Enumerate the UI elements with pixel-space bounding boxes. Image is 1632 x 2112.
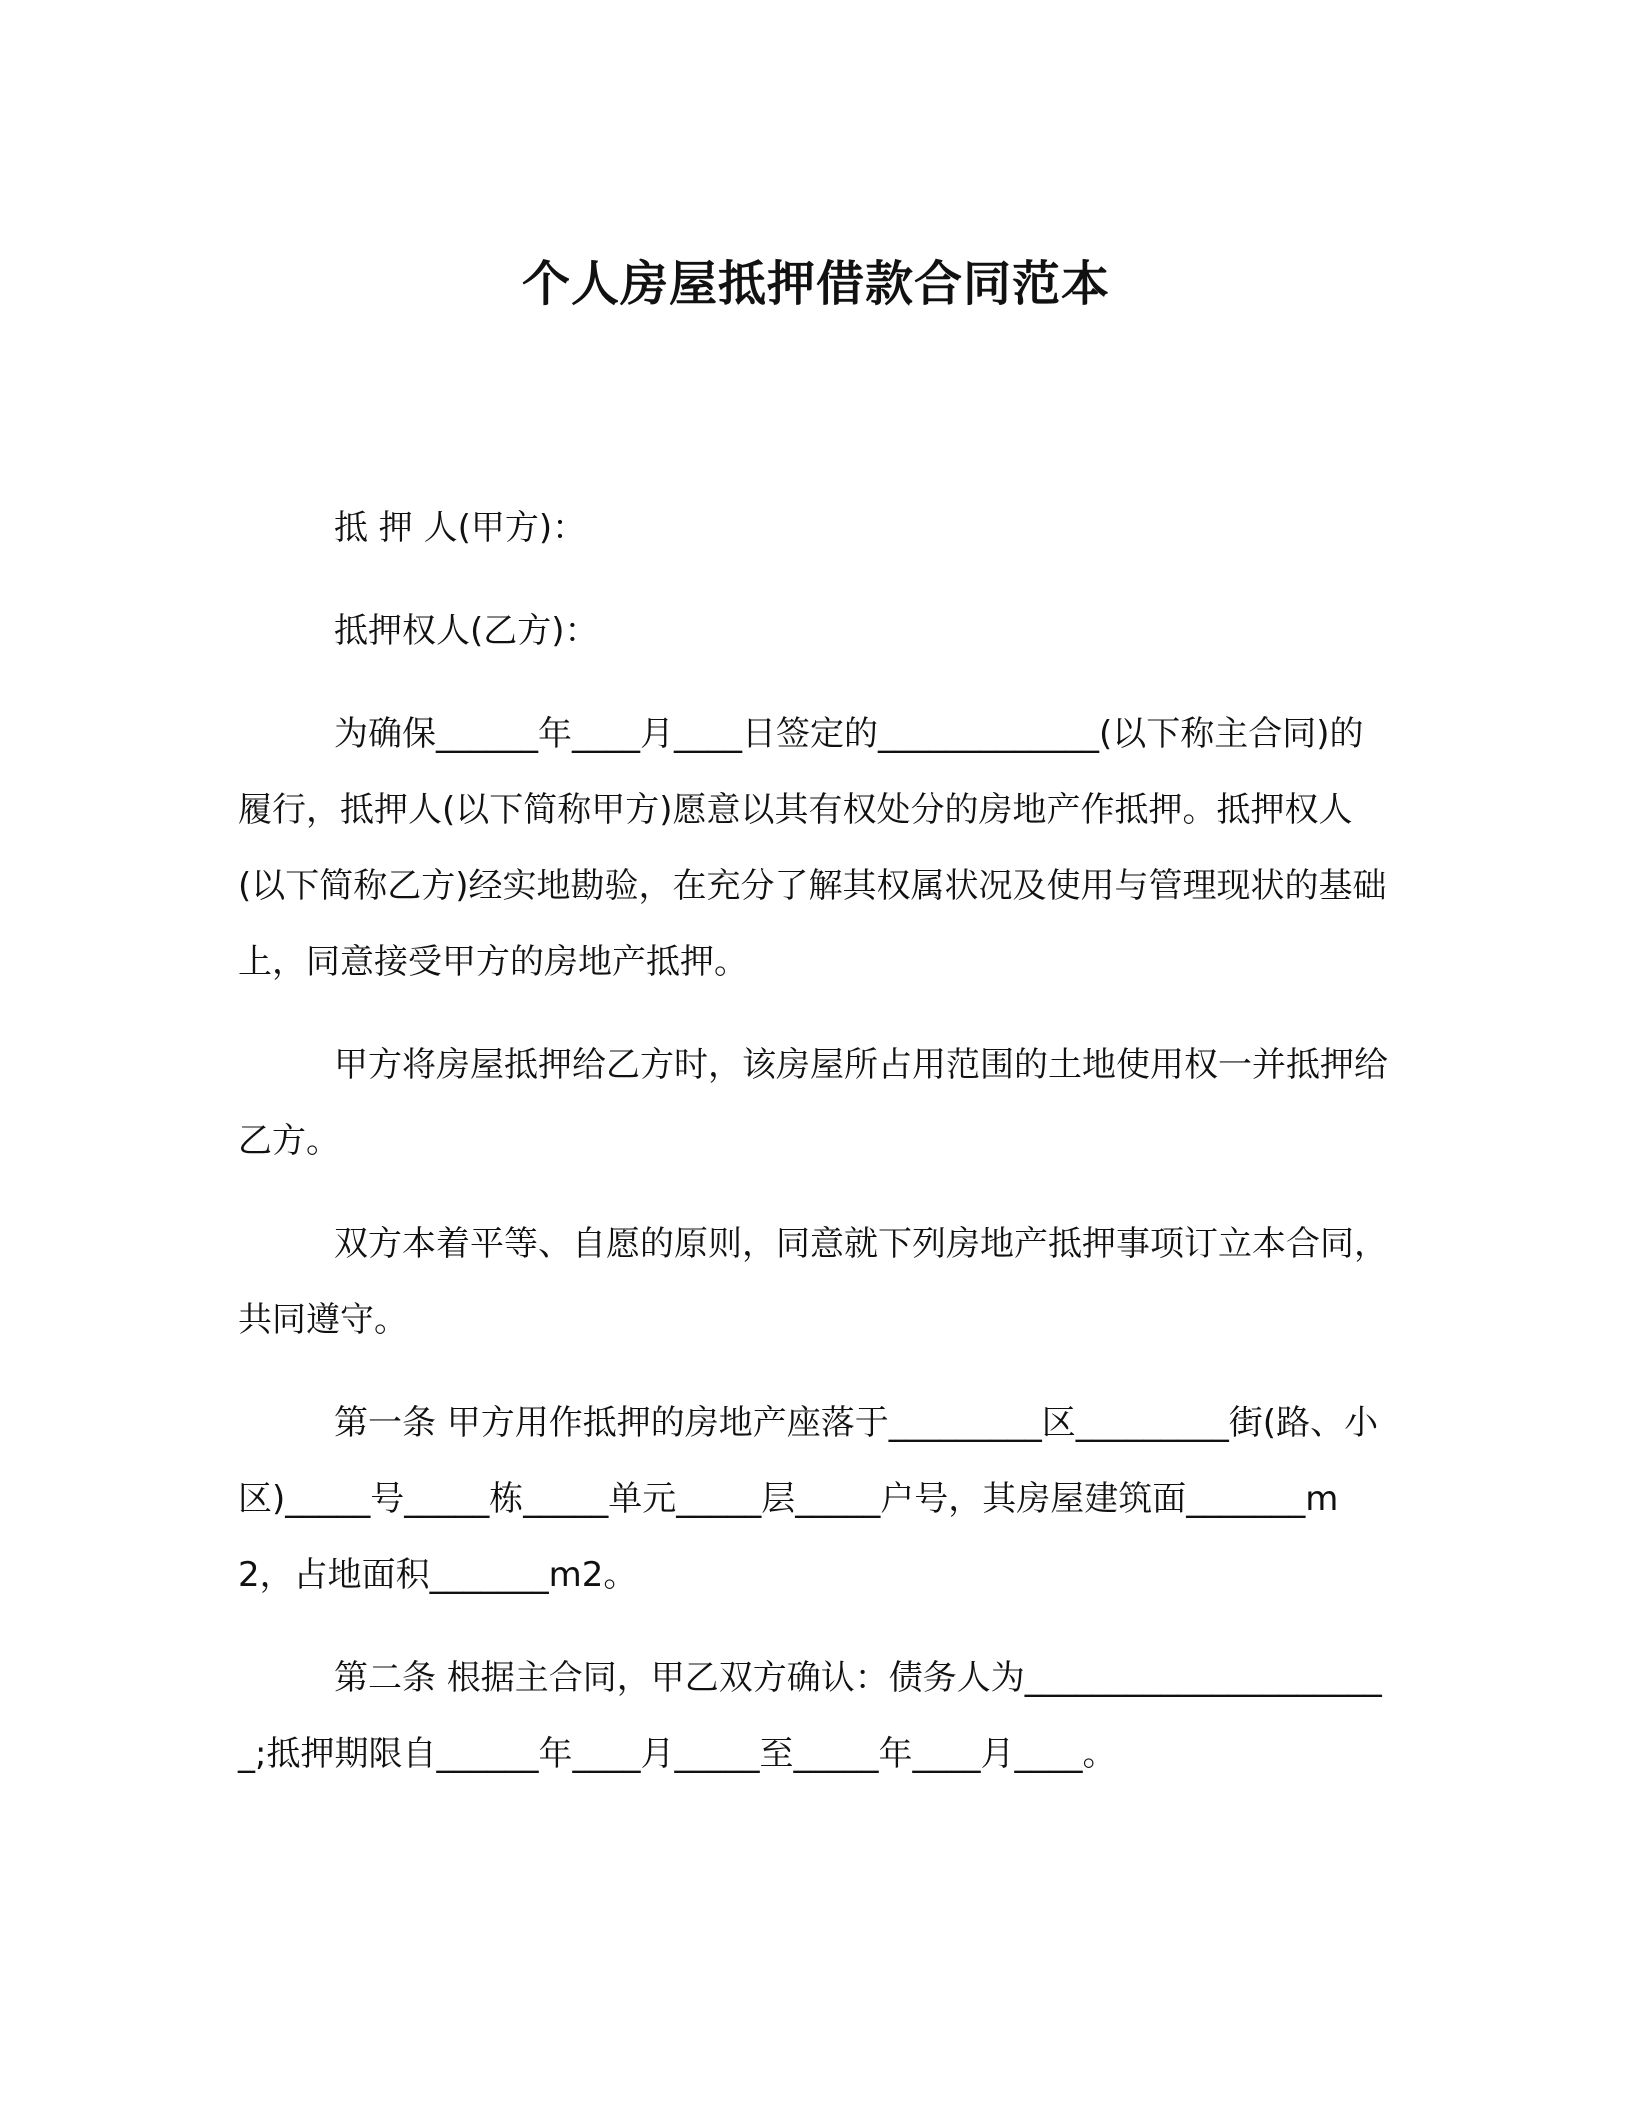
article-two: 第二条 根据主合同，甲乙双方确认：债务人为______________________;抵押期限自______年____月_____至_____年____月____。 [238,1658,1382,1774]
document-title: 个人房屋抵押借款合同范本 [521,256,1110,313]
land-use-paragraph: 甲方将房屋抵押给乙方时，该房屋所占用范围的土地使用权一并抵押给乙方。 [238,1045,1388,1161]
principle-paragraph: 双方本着平等、自愿的原则，同意就下列房地产抵押事项订立本合同，共同遵守。 [238,1224,1388,1340]
preamble-paragraph: 为确保______年____月____日签定的_____________(以下称主合同)的履行，抵押人(以下简称甲方)愿意以其有权处分的房地产作抵押。抵押权人(以下简称乙方)经实地勘验，在充分了解其权属状况及使用与管理现状的基础上，同意接受甲方的房地产抵押。 [238,714,1387,982]
document-body [238,490,1388,1819]
article-one: 第一条 甲方用作抵押的房地产座落于_________区_________街(路、小区)_____号_____栋_____单元_____层_____户号，其房屋建筑面_______m2，占地面积_______m2。 [238,1403,1379,1595]
mortgagee-line: 抵押权人(乙方)： [334,611,599,651]
mortgagor-line: 抵 押 人(甲方)： [334,508,587,548]
